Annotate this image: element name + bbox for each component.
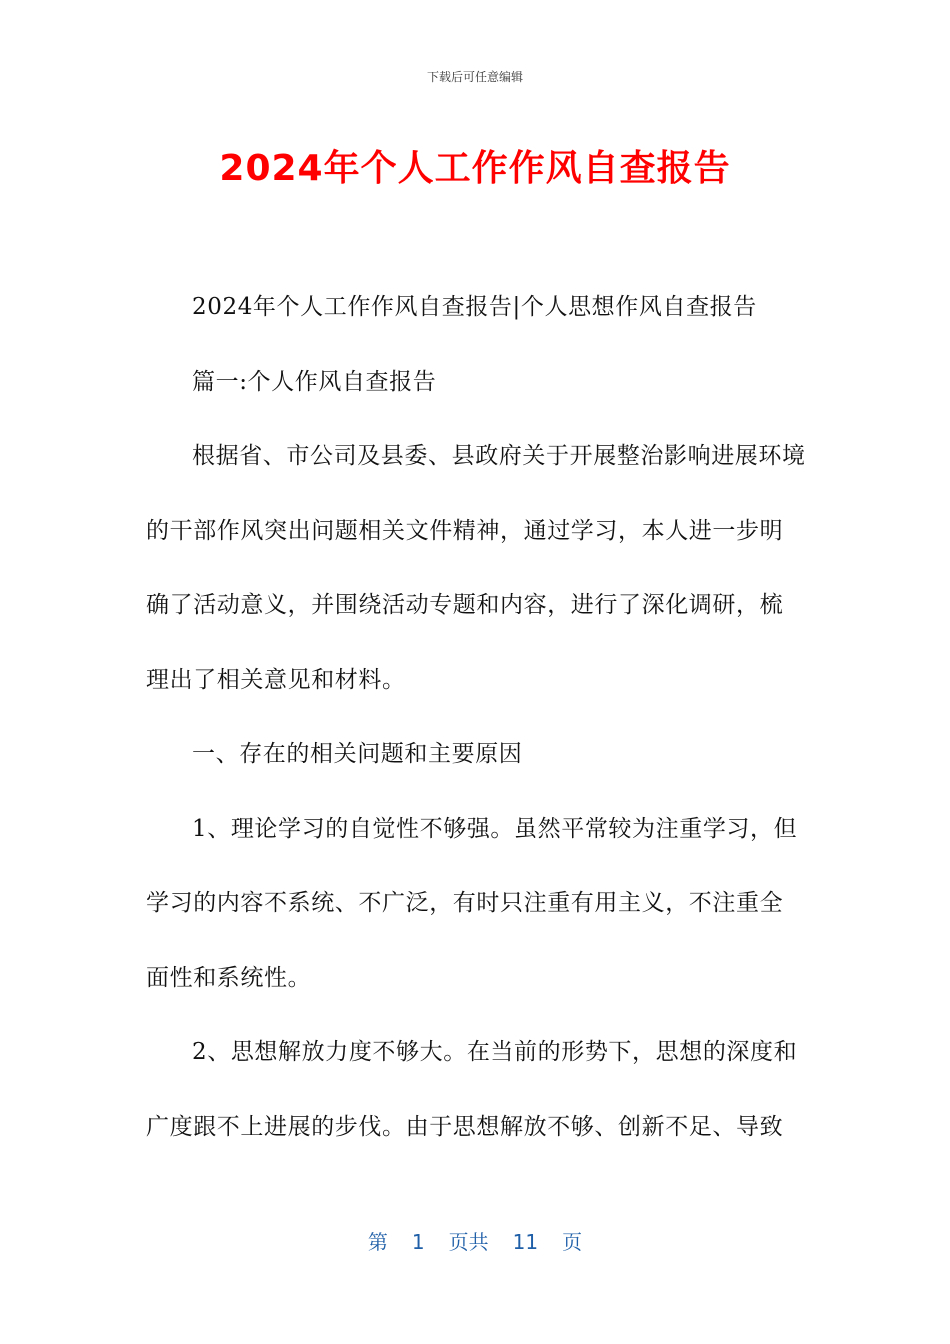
footer-prefix: 第 [367,1230,388,1254]
header-note: 下载后可任意编辑 [426,70,523,84]
paragraph-item-2: 2、思想解放力度不够大。在当前的形势下，思想的深度和广度跟不上进展的步伐。由于思想解放不够、创新不足、导致 [146,1039,798,1140]
page-footer [0,1226,950,1255]
paragraph-heading-problems: 一、存在的相关问题和主要原因 [192,741,523,767]
footer-page-number: 1 [411,1230,425,1254]
document-title: 2024年个人工作作风自查报告 [219,148,731,189]
paragraph-section-heading: 篇一:个人作风自查报告 [192,368,437,395]
footer-suffix: 页 [562,1230,583,1254]
footer-page-total: 11 [512,1230,539,1254]
document-body [146,270,806,1164]
footer-middle: 页共 [448,1230,489,1254]
paragraph-item-1: 1、理论学习的自觉性不够强。虽然平常较为注重学习，但学习的内容不系统、不广泛，有时只注重有用主义，不注重全面性和系统性。 [146,815,798,991]
paragraph-subtitle: 2024年个人工作作风自查报告|个人思想作风自查报告 [192,294,757,320]
paragraph-intro: 根据省、市公司及县委、县政府关于开展整治影响进展环境的干部作风突出问题相关文件精神，通过学习，本人进一步明确了活动意义，并围绕活动专题和内容，进行了深化调研，梳理出了相关意见和材料。 [146,443,806,693]
